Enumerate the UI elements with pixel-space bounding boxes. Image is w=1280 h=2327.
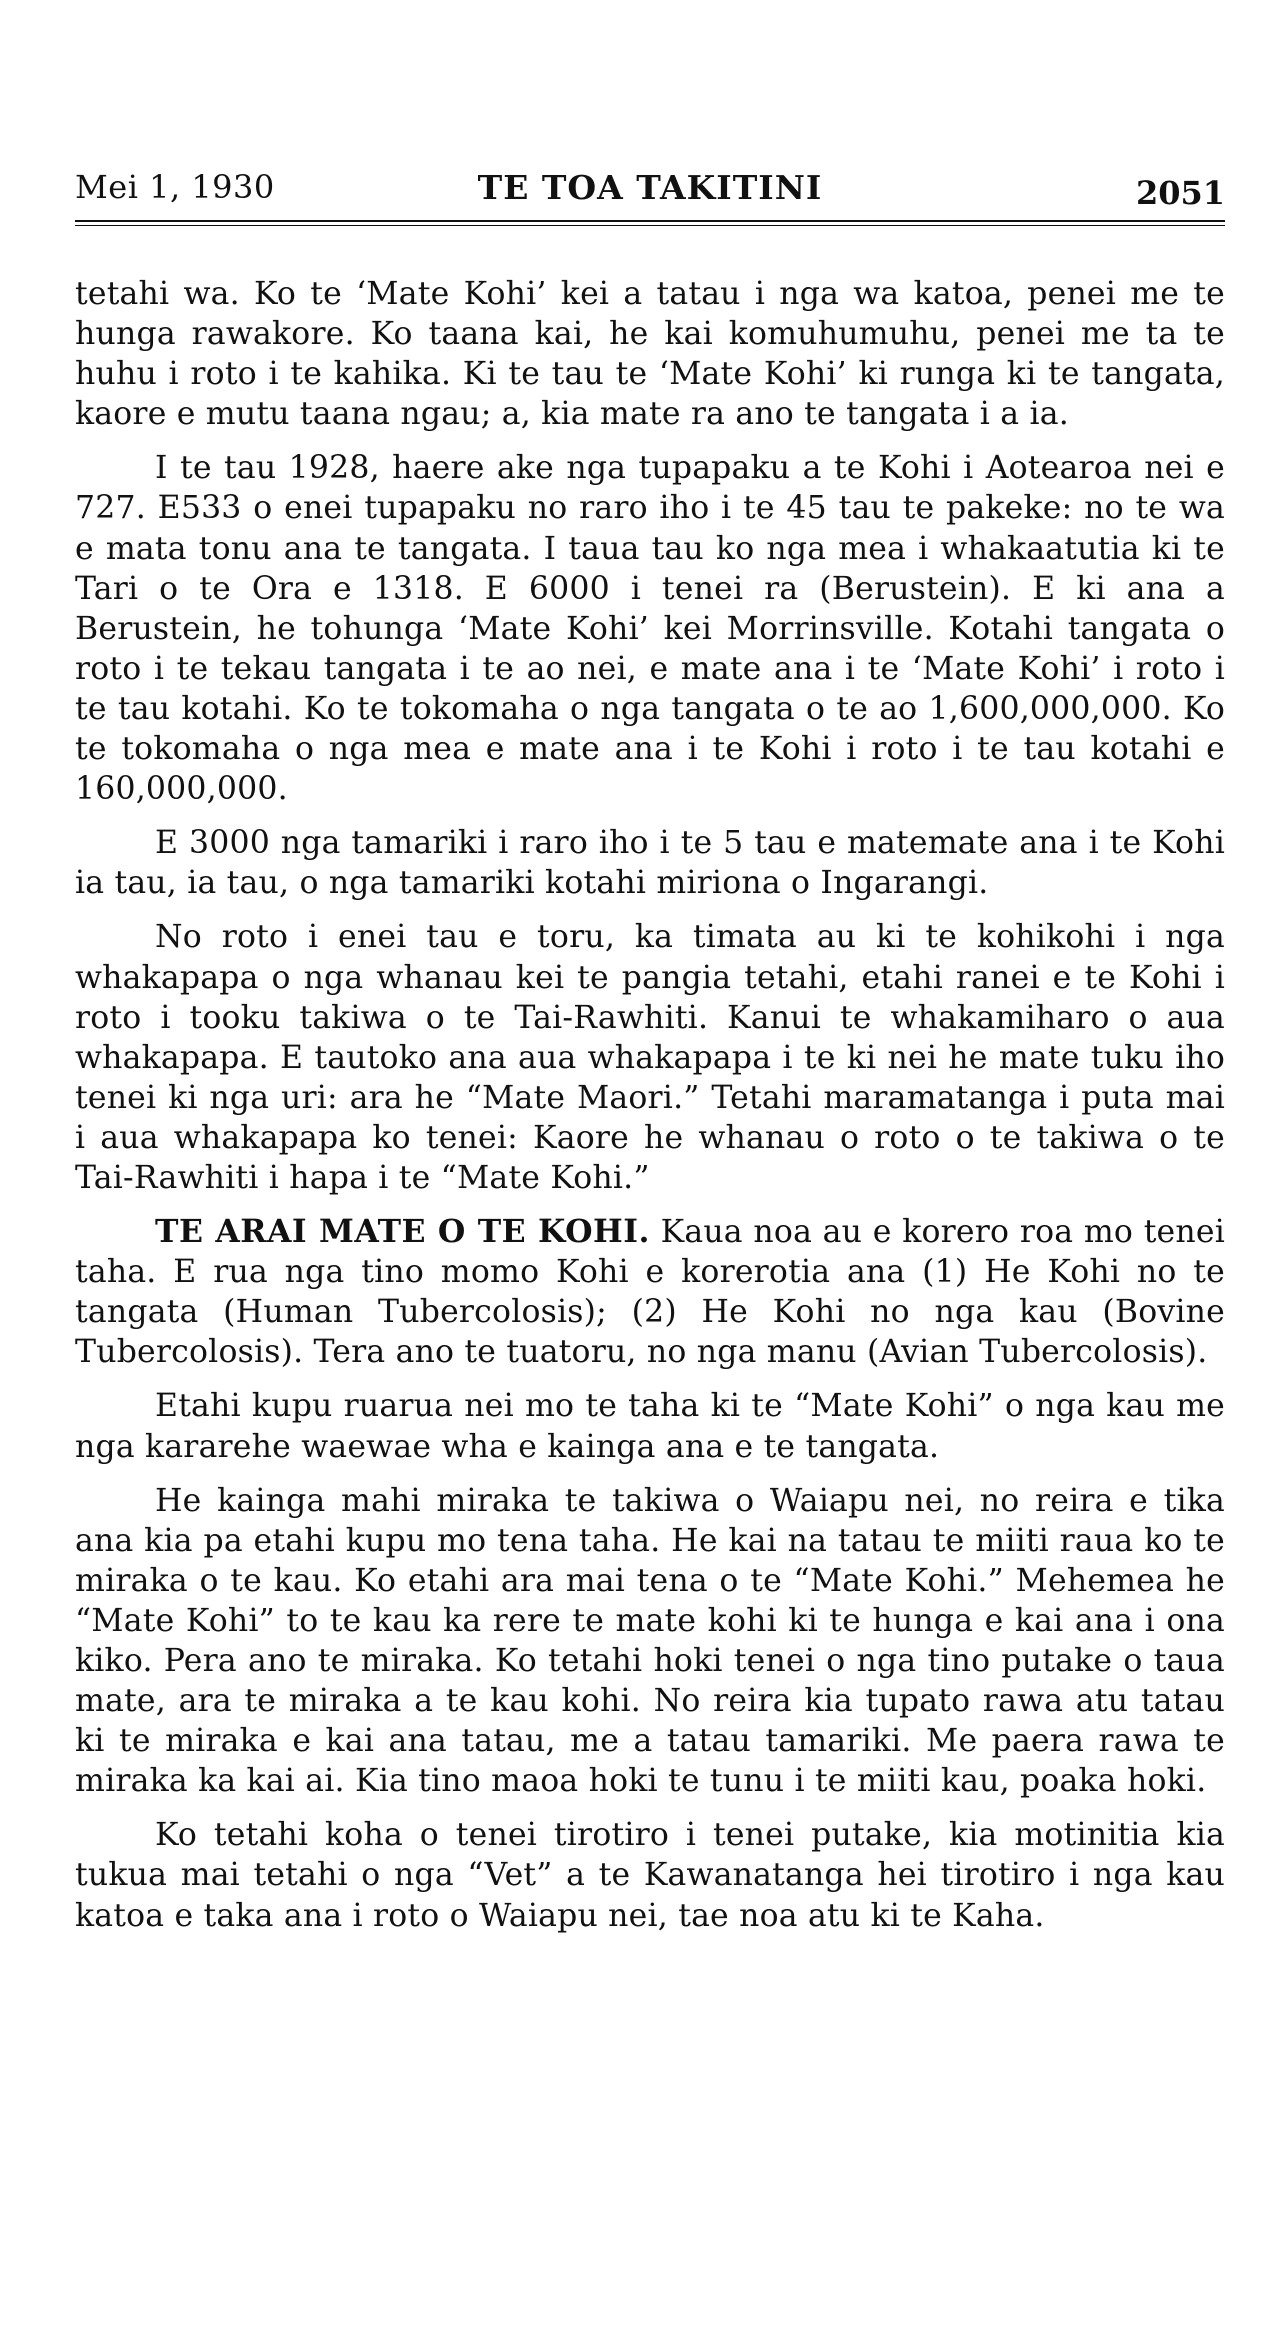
paragraph: He kainga mahi miraka te takiwa o Waiapu nei, no reira e tika ana kia pa etahi kupu mo tena taha. He kai na tatau te miiti raua ko te miraka o te kau. Ko etahi ara mai tena o te “Mate Kohi.” Mehemea he “Mate Kohi” to te kau ka rere te mate kohi ki te hunga e kai ana i ona kiko. Pera ano te miraka. Ko tetahi hoki tenei o nga tino putake o taua mate, ara te miraka a te kau kohi. No reira kia tupato rawa atu tatau ki te miraka e kai ana tatau, me a tatau tamariki. Me paera rawa te miraka ka kai ai. Kia tino maoa hoki te tunu i te miiti kau, poaka hoki. — [75, 1482, 1225, 1800]
article-body — [75, 274, 1225, 1936]
running-header — [75, 168, 1225, 216]
paragraph: Ko tetahi koha o tenei tirotiro i tenei putake, kia motinitia kia tukua mai tetahi o nga “Vet” a te Kawanatanga hei tirotiro i nga kau katoa e taka ana i roto o Waiapu nei, tae noa atu ki te Kaha. — [75, 1817, 1225, 1934]
section-paragraph — [75, 1212, 1225, 1372]
header-rule — [75, 220, 1225, 226]
issue-date: Mei 1, 1930 — [75, 168, 275, 206]
section-text: Kaua noa au e korero roa mo tenei taha. E rua nga tino momo Kohi e korerotia ana (1) He Kohi no te tangata (Human Tubercolosis); (2) He Kohi no nga kau (Bovine Tubercolosis). Tera ano te tuatoru, no nga manu (Avian Tubercolosis). — [75, 1214, 1225, 1371]
paragraph: No roto i enei tau e toru, ka timata au ki te kohikohi i nga whakapapa o nga whanau kei te pangia tetahi, etahi ranei e te Kohi i roto i tooku takiwa o te Tai-Rawhiti. Kanui te whakamiharo o aua whakapapa. E tautoko ana aua whakapapa i te ki nei he mate tuku iho tenei ki nga uri: ara he “Mate Maori.” Tetahi maramatanga i puta mai i aua whakapapa ko tenei: Kaore he whanau o roto o te takiwa o te Tai-Rawhiti i hapa i te “Mate Kohi.” — [75, 919, 1225, 1196]
paragraph: E 3000 nga tamariki i raro iho i te 5 tau e matemate ana i te Kohi ia tau, ia tau, o nga tamariki kotahi miriona o Ingarangi. — [75, 825, 1225, 902]
paragraph: tetahi wa. Ko te ‘Mate Kohi’ kei a tatau i nga wa katoa, penei me te hunga rawakore. Ko taana kai, he kai komuhumuhu, penei me ta te huhu i roto i te kahika. Ki te tau te ‘Mate Kohi’ ki runga ki te tangata, kaore e mutu taana ngau; a, kia mate ra ano te tangata i a ia. — [75, 276, 1225, 433]
paragraph: I te tau 1928, haere ake nga tupapaku a te Kohi i Aotearoa nei e 727. E533 o enei tupapaku no raro iho i te 45 tau te pakeke: no te wa e mata tonu ana te tangata. I taua tau ko nga mea i whakaatutia ki te Tari o te Ora e 1318. E 6000 i tenei ra (Berustein). E ki ana a Berustein, he tohunga ‘Mate Kohi’ kei Morrinsville. Kotahi tangata o roto i te tekau tangata i te ao nei, e mate ana i te ‘Mate Kohi’ i roto i te tau kotahi. Ko te tokomaha o nga tangata o te ao 1,600,000,000. Ko te tokomaha o nga mea e mate ana i te Kohi i roto i te tau kotahi e 160,000,000. — [75, 450, 1225, 808]
page-number: 2051 — [1135, 174, 1225, 212]
publication-title: TE TOA TAKITINI — [477, 168, 823, 207]
paragraph: Etahi kupu ruarua nei mo te taha ki te “Mate Kohi” o nga kau me nga kararehe waewae wha e kainga ana e te tangata. — [75, 1388, 1225, 1465]
section-heading: TE ARAI MATE O TE KOHI. — [155, 1213, 650, 1251]
document-page — [75, 168, 1225, 1950]
